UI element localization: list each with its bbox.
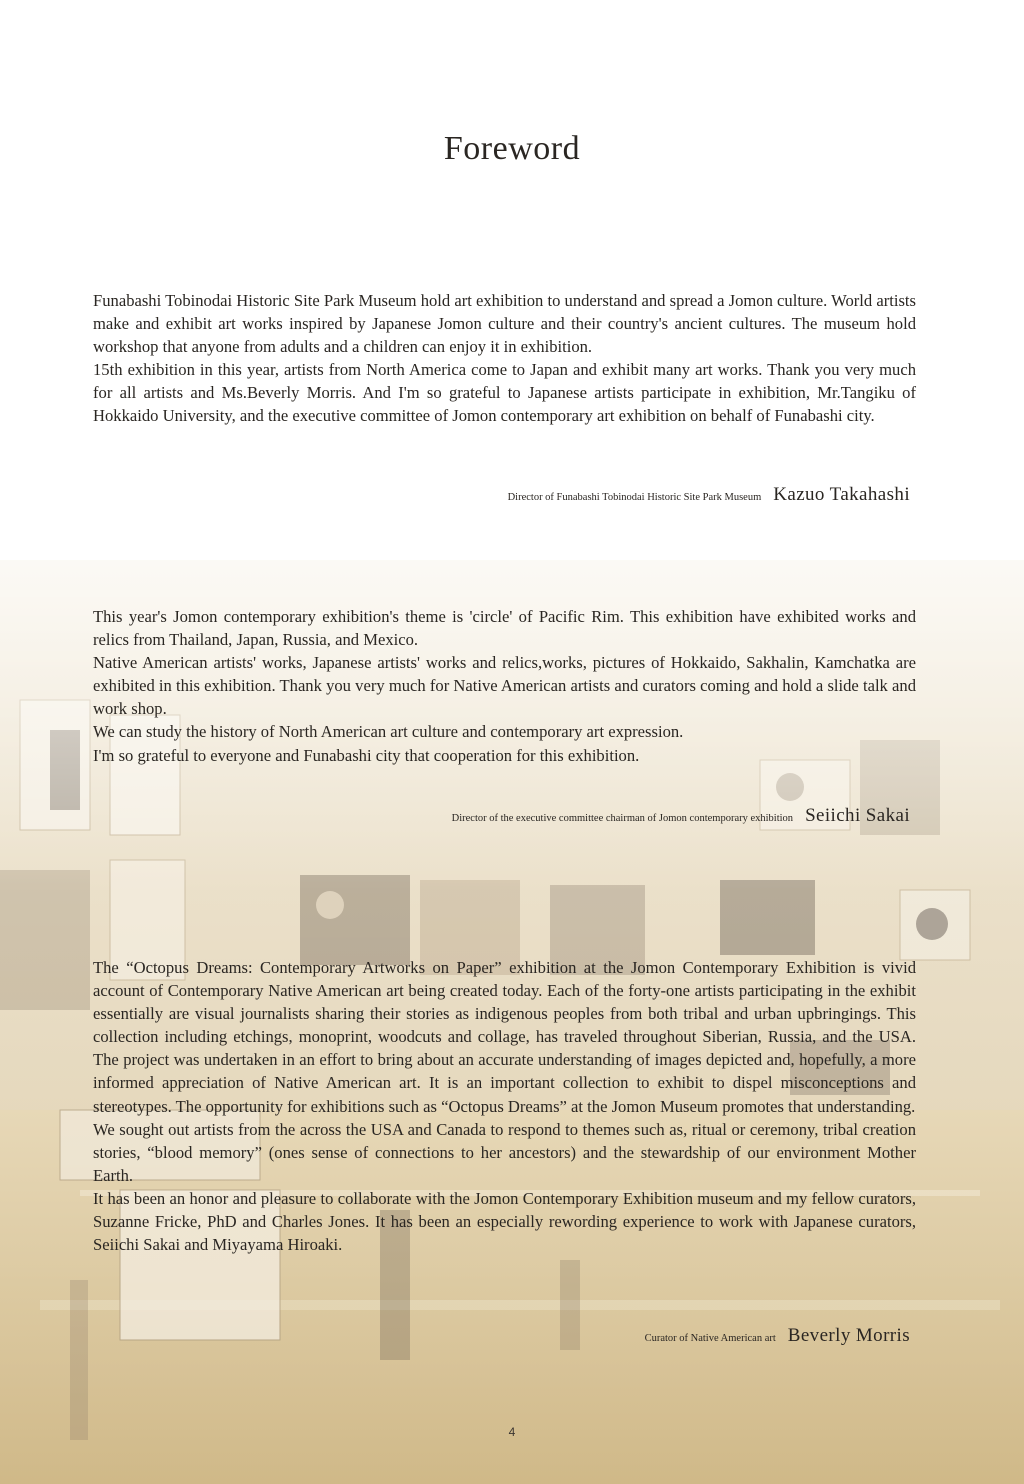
message-paragraph: I'm so grateful to everyone and Funabashi city that cooperation for this exhibition. — [93, 745, 640, 765]
signature-role: Director of Funabashi Tobinodai Historic Site Park Museum — [507, 492, 762, 503]
signature-role: Director of the executive committee chairman of Jomon contemporary exhibition — [451, 813, 794, 824]
message-paragraph: Native American artists' works, Japanese artists' works and relics,works, pictures of Hokkaido, Sakhalin, Kamchatka are exhibited in this exhibition. Thank you very much for Native American artists and curators coming and hold a slide talk and work shop. — [93, 653, 916, 719]
signature-name: Kazuo Takahashi — [773, 484, 910, 505]
signature-name: Beverly Morris — [787, 1325, 910, 1346]
signature-block — [645, 1325, 910, 1347]
message-paragraph: We can study the history of North American art culture and contemporary art expression. — [93, 722, 684, 742]
message-paragraph: The “Octopus Dreams: Contemporary Artworks on Paper” exhibition at the Jomon Contemporary Exhibition is vivid account of Contemporary Native American art being created today. Each of the forty-one artists participating in the exhibit essentially are visual journalists sharing their stories as indigenous peoples from both tribal and urban upbringings. This collection including etchings, monoprint, woodcuts and collage, has traveled throughout Siberian, Russia, and the USA. The project was undertaken in an effort to bring about an accurate understanding of images depicted and, hopefully, a more informed appreciation of Native American art. It is an important collection to exhibit to dispel misconceptions and stereotypes. The opportunity for exhibitions such as “Octopus Dreams” at the Jomon Museum promotes that understanding. — [93, 958, 916, 1116]
page-title: Foreword — [443, 130, 581, 167]
message-paragraph: It has been an honor and pleasure to collaborate with the Jomon Contemporary Exhibition museum and my fellow curators, Suzanne Fricke, PhD and Charles Jones. It has been an especially rewording experience to work with Japanese curators, Seiichi Sakai and Miyayama Hiroaki. — [93, 1188, 916, 1255]
committee-chairman-message — [93, 605, 916, 767]
signature-name: Seiichi Sakai — [805, 805, 910, 826]
museum-director-message — [93, 289, 916, 428]
message-paragraph: This year's Jomon contemporary exhibition's theme is 'circle' of Pacific Rim. This exhibition have exhibited works and relics from Thailand, Japan, Russia, and Mexico. — [93, 607, 916, 650]
message-paragraph: 15th exhibition in this year, artists from North America come to Japan and exhibit many art works. Thank you very much for all artists and Ms.Beverly Morris. And I'm so grateful to Japanese artists participate in exhibition, Mr.Tangiku of Hokkaido University, and the executive committee of Jomon contemporary art exhibition on behalf of Funabashi city. — [93, 360, 916, 426]
message-paragraph: Funabashi Tobinodai Historic Site Park Museum hold art exhibition to understand and spread a Jomon culture. World artists make and exhibit art works inspired by Japanese Jomon culture and their country's ancient cultures. The museum hold workshop that anyone from adults and a children can enjoy it in exhibition. — [93, 291, 916, 357]
message-paragraph: We sought out artists from the across the USA and Canada to respond to themes such as, ritual or ceremony, tribal creation stories, “blood memory” (ones sense of connections to her ancestors) and the stewardship of our environment Mother Earth. — [93, 1119, 916, 1185]
signature-role: Curator of Native American art — [644, 1333, 776, 1344]
page-number: 4 — [508, 1425, 516, 1439]
curator-message — [93, 956, 916, 1256]
signature-block — [508, 484, 910, 506]
signature-block — [452, 805, 910, 827]
